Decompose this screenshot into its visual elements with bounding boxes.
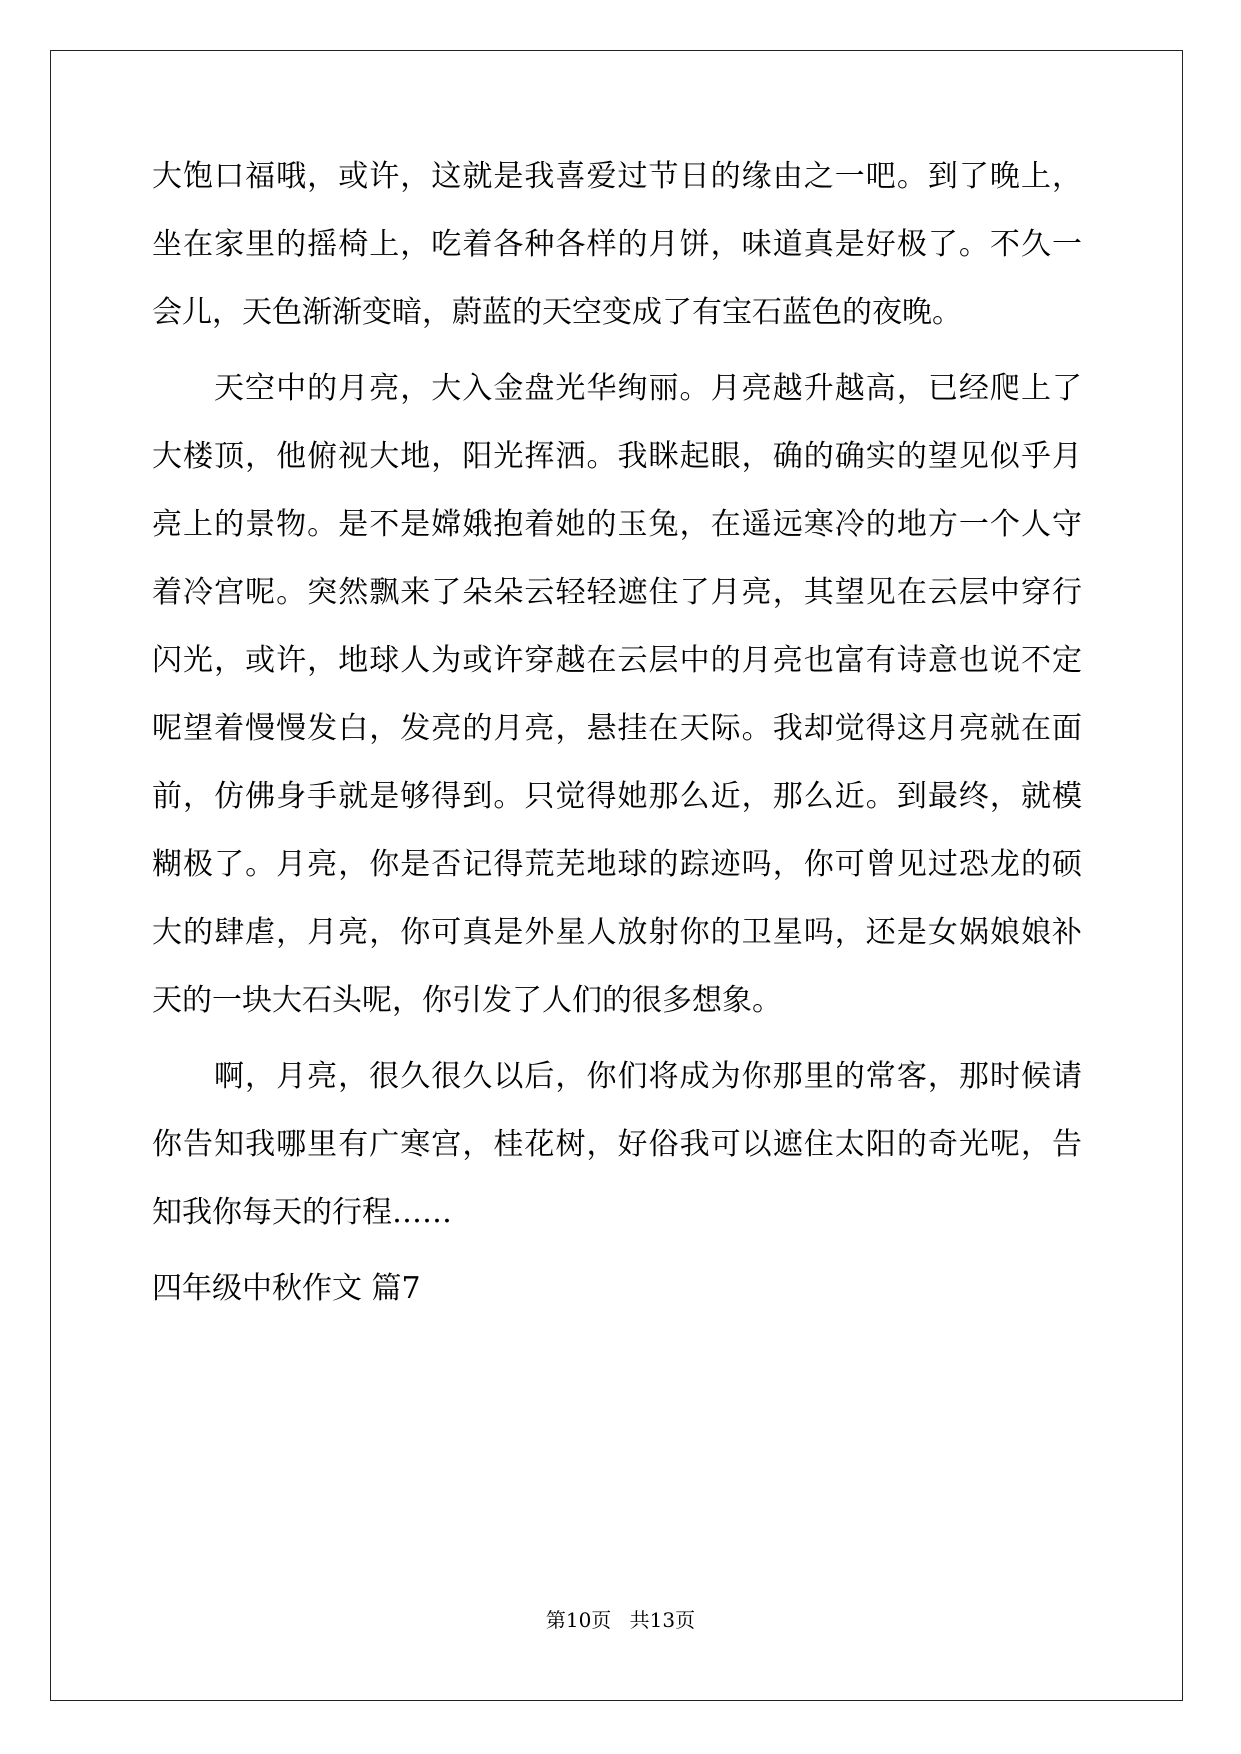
paragraph-2-line-5: 闪光，或许，地球人为或许穿越在云层中的月亮也富有诗意也说不定 [152, 643, 1082, 678]
paragraph-2-line-9: 大的肆虐，月亮，你可真是外星人放射你的卫星吗，还是女娲娘娘补 [152, 915, 1082, 950]
paragraph-2-line-7: 前，仿佛身手就是够得到。只觉得她那么近，那么近。到最终，就模 [152, 779, 1082, 814]
paragraph-3-line-3: 知我你每天的行程…… [152, 1195, 452, 1230]
paragraph-1-line-2: 坐在家里的摇椅上，吃着各种各样的月饼，味道真是好极了。不久一 [152, 227, 1082, 262]
paragraph-2-line-1: 天空中的月亮，大入金盘光华绚丽。月亮越升越高，已经爬上了 [214, 371, 1082, 406]
page-number: 第10页 [545, 1608, 612, 1632]
paragraph-2-line-3: 亮上的景物。是不是嫦娥抱着她的玉兔，在遥远寒冷的地方一个人守 [152, 507, 1082, 542]
paragraph-2-line-4: 着冷宫呢。突然飘来了朵朵云轻轻遮住了月亮，其望见在云层中穿行 [152, 575, 1082, 610]
paragraph-3-line-2: 你告知我哪里有广寒宫，桂花树，好俗我可以遮住太阳的奇光呢，告 [152, 1127, 1082, 1162]
paragraph-2-line-6: 呢望着慢慢发白，发亮的月亮，悬挂在天际。我却觉得这月亮就在面 [152, 711, 1082, 746]
paragraph-2-line-10: 天的一块大石头呢，你引发了人们的很多想象。 [152, 983, 782, 1018]
paragraph-2-line-8: 糊极了。月亮，你是否记得荒芜地球的踪迹吗，你可曾见过恐龙的硕 [152, 847, 1082, 882]
paragraph-2-line-2: 大楼顶，他俯视大地，阳光挥洒。我眯起眼，确的确实的望见似乎月 [152, 439, 1082, 474]
paragraph-1-line-1: 大饱口福哦，或许，这就是我喜爱过节日的缘由之一吧。到了晚上， [152, 159, 1082, 194]
total-pages: 共13页 [629, 1608, 696, 1632]
paragraph-1-line-3: 会儿，天色渐渐变暗，蔚蓝的天空变成了有宝石蓝色的夜晚。 [152, 295, 962, 330]
paragraph-3-line-1: 啊，月亮，很久很久以后，你们将成为你那里的常客，那时候请 [214, 1059, 1082, 1094]
section-heading: 四年级中秋作文 篇7 [152, 1271, 421, 1306]
page-footer [0, 1608, 1241, 1632]
